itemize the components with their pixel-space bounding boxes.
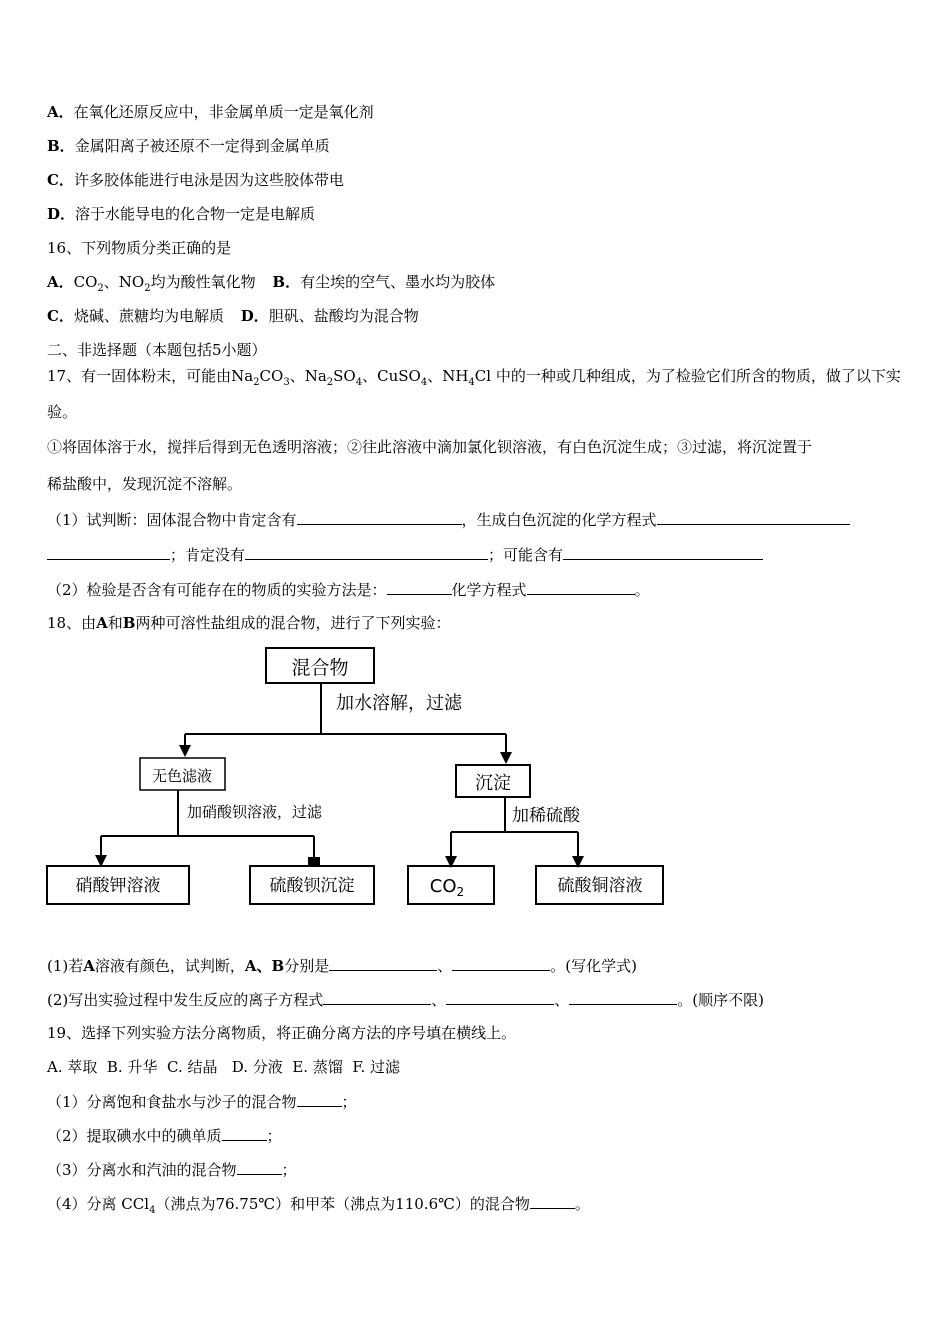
q17-part2: （2）检验是否含有可能存在的物质的实验方法是： 化学方程式 。 [47,581,650,599]
answer-blank[interactable] [530,1193,575,1209]
answer-blank[interactable] [237,1159,282,1175]
q17-stem-cont: 验。 [47,403,78,421]
answer-blank[interactable] [452,955,550,971]
q17-steps: ①将固体溶于水，搅拌后得到无色透明溶液；②往此溶液中滴加氯化钡溶液，有白色沉淀生成；③过滤，将沉淀置于 [47,438,813,456]
label-filtrate: 无色滤液 [151,767,213,785]
q18-part2: (2)写出实验过程中发生反应的离子方程式 、 、 。(顺序不限) [47,991,764,1009]
q17-part1: （1）试判断：固体混合物中肯定含有 ，生成白色沉淀的化学方程式 [47,509,850,530]
answer-blank[interactable] [329,955,437,971]
answer-blank[interactable] [446,989,554,1005]
label-out4: 硫酸铜溶液 [557,876,643,896]
q17-steps-cont: 稀盐酸中，发现沉淀不溶解。 [47,475,243,493]
arrow-icon [179,745,191,757]
q15-option-d: D．溶于水能导电的化合物一定是电解质 [47,205,316,223]
q18-stem: 18、由A和B两种可溶性盐组成的混合物，进行了下列实验： [47,614,451,632]
q16-options-ab: A．$CO_2$、$NO_2$均为酸性氧化物 B．有尘埃的空气、墨水均为胶体 [47,273,496,294]
label-out1: 硝酸钾溶液 [75,876,161,896]
q17-part1-cont: ；肯定没有 ；可能含有 [47,544,763,565]
label-step2-right: 加稀硫酸 [512,806,580,826]
q19-sub2: （2）提取碘水中的碘单质 ； [47,1127,282,1145]
q18-part1: (1)若A溶液有颜色，试判断，A、B分别是 、 。(写化学式) [47,957,637,975]
q15-option-b: B．金属阳离子被还原不一定得到金属单质 [47,137,330,155]
label-step2-left: 加硝酸钡溶液，过滤 [187,803,323,821]
q19-sub1: （1）分离饱和食盐水与沙子的混合物 ； [47,1093,357,1111]
q19-stem: 19、选择下列实验方法分离物质，将正确分离方法的序号填在横线上。 [47,1024,517,1042]
label-out3: $CO_2$ [429,876,465,899]
q16-stem: 16、下列物质分类正确的是 [47,239,232,257]
q19-options: A. 萃取 B. 升华 C. 结晶 D. 分液 E. 蒸馏 F. 过滤 [47,1058,400,1076]
answer-blank[interactable] [569,989,677,1005]
q15-option-c: C．许多胶体能进行电泳是因为这些胶体带电 [47,171,344,189]
q19-sub3: （3）分离水和汽油的混合物 ； [47,1161,297,1179]
answer-blank[interactable] [323,989,431,1005]
q19-sub4: （4）分离 CCl$_4$（沸点为76.75℃）和甲苯（沸点为110.6℃）的混合物 。 [47,1195,590,1216]
label-step1: 加水溶解，过滤 [336,693,462,714]
label-out2: 硫酸钡沉淀 [269,876,355,896]
arrow-icon [308,857,320,867]
section-heading: 二、非选择题（本题包括5小题） [47,341,267,359]
q17-stem: 17、有一固体粉末，可能由$Na_2CO_3$、$Na_2SO_4$、CuSO$_4$、$NH_4Cl$ 中的一种或几种组成，为了检验它们所含的物质，做了以下实 [47,367,901,388]
answer-blank[interactable] [297,1091,342,1107]
q15-option-a: A．在氧化还原反应中，非金属单质一定是氧化剂 [47,103,374,121]
label-mixture: 混合物 [291,657,349,679]
arrow-icon [500,752,512,764]
label-precipitate: 沉淀 [475,773,511,794]
answer-blank[interactable] [222,1125,267,1141]
q16-options-cd: C．烧碱、蔗糖均为电解质 D．胆矾、盐酸均为混合物 [47,307,419,325]
